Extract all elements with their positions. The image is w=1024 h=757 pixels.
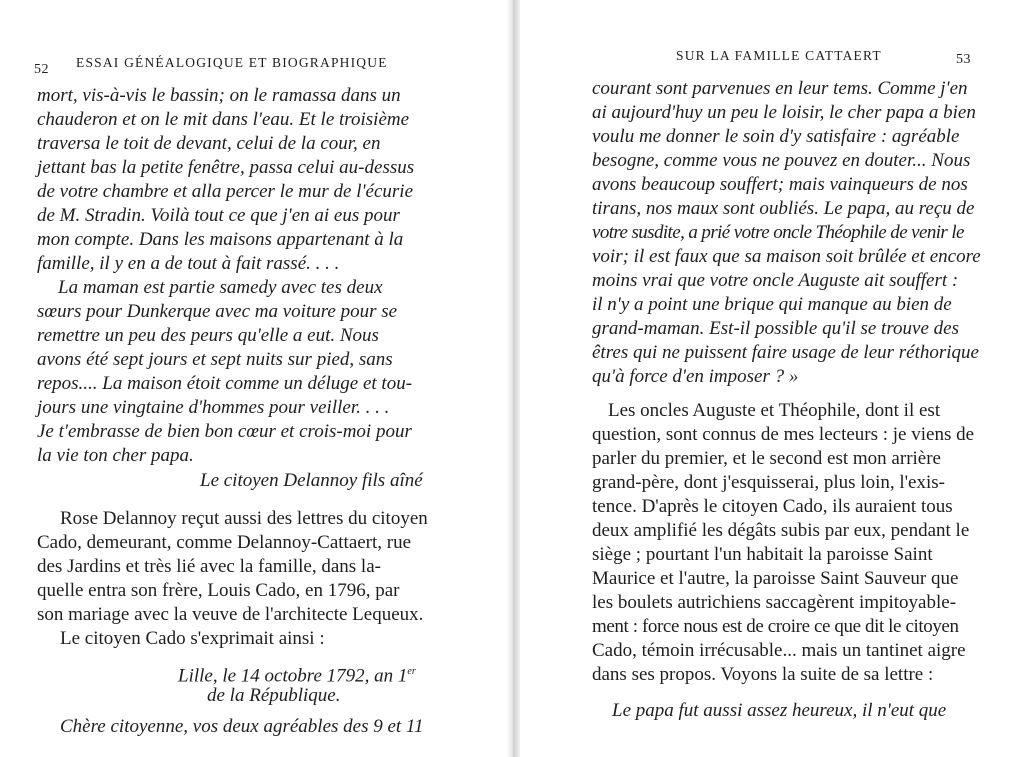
closing-line: Le papa fut aussi assez heureux, il n'eut que bbox=[612, 700, 947, 721]
text-line: son mariage avec la veuve de l'architecte Lequeux. bbox=[37, 604, 424, 625]
text-line: besogne, comme vous ne pouvez en douter... Nous bbox=[592, 150, 971, 171]
text-line: il n'y a point une brique qui manque au bien de bbox=[592, 294, 952, 315]
text-line: Les oncles Auguste et Théophile, dont il est bbox=[608, 400, 941, 421]
text-line: ai aujourd'huy un peu le loisir, le cher papa a bien bbox=[592, 102, 976, 123]
text-line: siège ; pourtant l'un habitait la paroisse Saint bbox=[592, 544, 933, 565]
text-line: les boulets autrichiens saccagèrent impitoyable- bbox=[592, 592, 957, 613]
text-line: Le citoyen Cado s'exprimait ainsi : bbox=[60, 628, 325, 649]
signature: Le citoyen Delannoy fils aîné bbox=[200, 470, 423, 491]
dateline: de la République. bbox=[207, 685, 341, 706]
text-line: jettant bas la petite fenêtre, passa celui au-dessus bbox=[37, 157, 415, 178]
book-gutter bbox=[506, 0, 520, 757]
text-line: voir; il est faux que sa maison soit brûlée et encore bbox=[592, 246, 981, 267]
dateline-superscript: er bbox=[407, 666, 416, 677]
text-line: Je t'embrasse de bien bon cœur et crois-moi pour bbox=[37, 421, 412, 442]
text-line: de M. Stradin. Voilà tout ce que j'en ai eus pour bbox=[37, 205, 400, 226]
text-line: question, sont connus de mes lecteurs : je viens de bbox=[592, 424, 975, 445]
text-line: sœurs pour Dunkerque avec ma voiture pour se bbox=[37, 301, 398, 322]
text-line: êtres qui ne puissent faire usage de leur réthorique bbox=[592, 342, 979, 363]
text-line: grand-père, dont j'esquisserai, plus loin, l'exis- bbox=[592, 472, 945, 493]
text-line: Cado, témoin irrécusable... mais un tantinet aigre bbox=[592, 640, 966, 661]
text-line: Maurice et l'autre, la paroisse Saint Sauveur que bbox=[592, 568, 959, 589]
text-line: la vie ton cher papa. bbox=[37, 445, 194, 466]
salutation: Chère citoyenne, vos deux agréables des 9 et 11 bbox=[60, 716, 424, 737]
text-line: traversa le toit de devant, celui de la cour, en bbox=[37, 133, 381, 154]
text-line: ment : force nous est de croire ce que dit le citoyen bbox=[592, 616, 959, 637]
text-line: Rose Delannoy reçut aussi des lettres du citoyen bbox=[60, 508, 428, 529]
text-line: grand-maman. Est-il possible qu'il se trouve des bbox=[592, 318, 959, 339]
text-line: Cado, demeurant, comme Delannoy-Cattaert, rue bbox=[37, 532, 412, 553]
text-line: La maman est partie samedy avec tes deux bbox=[58, 277, 383, 298]
text-line: courant sont parvenues en leur tems. Comme j'en bbox=[592, 78, 968, 99]
running-head: SUR LA FAMILLE CATTAERT bbox=[676, 48, 882, 63]
text-line: qu'à force d'en imposer ? » bbox=[592, 366, 799, 387]
text-line: mort, vis-à-vis le bassin; on le ramassa dans un bbox=[37, 85, 401, 106]
dateline-text: Lille, le 14 octobre 1792, an 1 bbox=[178, 665, 408, 687]
page-number: 53 bbox=[956, 52, 971, 67]
text-line: de votre chambre et alla percer le mur de l'écurie bbox=[37, 181, 414, 202]
right-page bbox=[520, 0, 1024, 757]
text-line: moins vrai que votre oncle Auguste ait souffert : bbox=[592, 270, 959, 291]
text-line: jours une vingtaine d'hommes pour veiller. . . . bbox=[37, 397, 390, 418]
text-line: chauderon et on le mit dans l'eau. Et le troisième bbox=[37, 109, 410, 130]
text-line: deux amplifié les dégâts subis par eux, pendant le bbox=[592, 520, 970, 541]
running-head: ESSAI GÉNÉALOGIQUE ET BIOGRAPHIQUE bbox=[76, 55, 388, 70]
text-line: famille, il y en a de tout à fait rassé. . . . bbox=[37, 253, 340, 274]
page-number: 52 bbox=[34, 62, 49, 77]
text-line: tence. D'après le citoyen Cado, ils auraient tous bbox=[592, 496, 953, 517]
text-line: dans ses propos. Voyons la suite de sa lettre : bbox=[592, 664, 934, 685]
text-line: votre susdite, a prié votre oncle Théophile de venir le bbox=[592, 222, 964, 243]
text-line: avons beaucoup souffert; mais vainqueurs de nos bbox=[592, 174, 968, 195]
text-line: quelle entra son frère, Louis Cado, en 1796, par bbox=[37, 580, 400, 601]
text-line: avons été sept jours et sept nuits sur pied, sans bbox=[37, 349, 393, 370]
text-line: repos.... La maison étoit comme un déluge et tou- bbox=[37, 373, 413, 394]
text-line: voulu me donner le soin d'y satisfaire : agréable bbox=[592, 126, 960, 147]
dateline bbox=[178, 661, 416, 687]
text-line: des Jardins et très lié avec la famille, dans la- bbox=[37, 556, 381, 577]
text-line: remettre un peu des peurs qu'elle a eut. Nous bbox=[37, 325, 379, 346]
text-line: parler du premier, et le second est mon arrière bbox=[592, 448, 941, 469]
text-line: tirans, nos maux sont oubliés. Le papa, au reçu de bbox=[592, 198, 975, 219]
left-page bbox=[0, 0, 506, 757]
text-line: mon compte. Dans les maisons appartenant à la bbox=[37, 229, 404, 250]
